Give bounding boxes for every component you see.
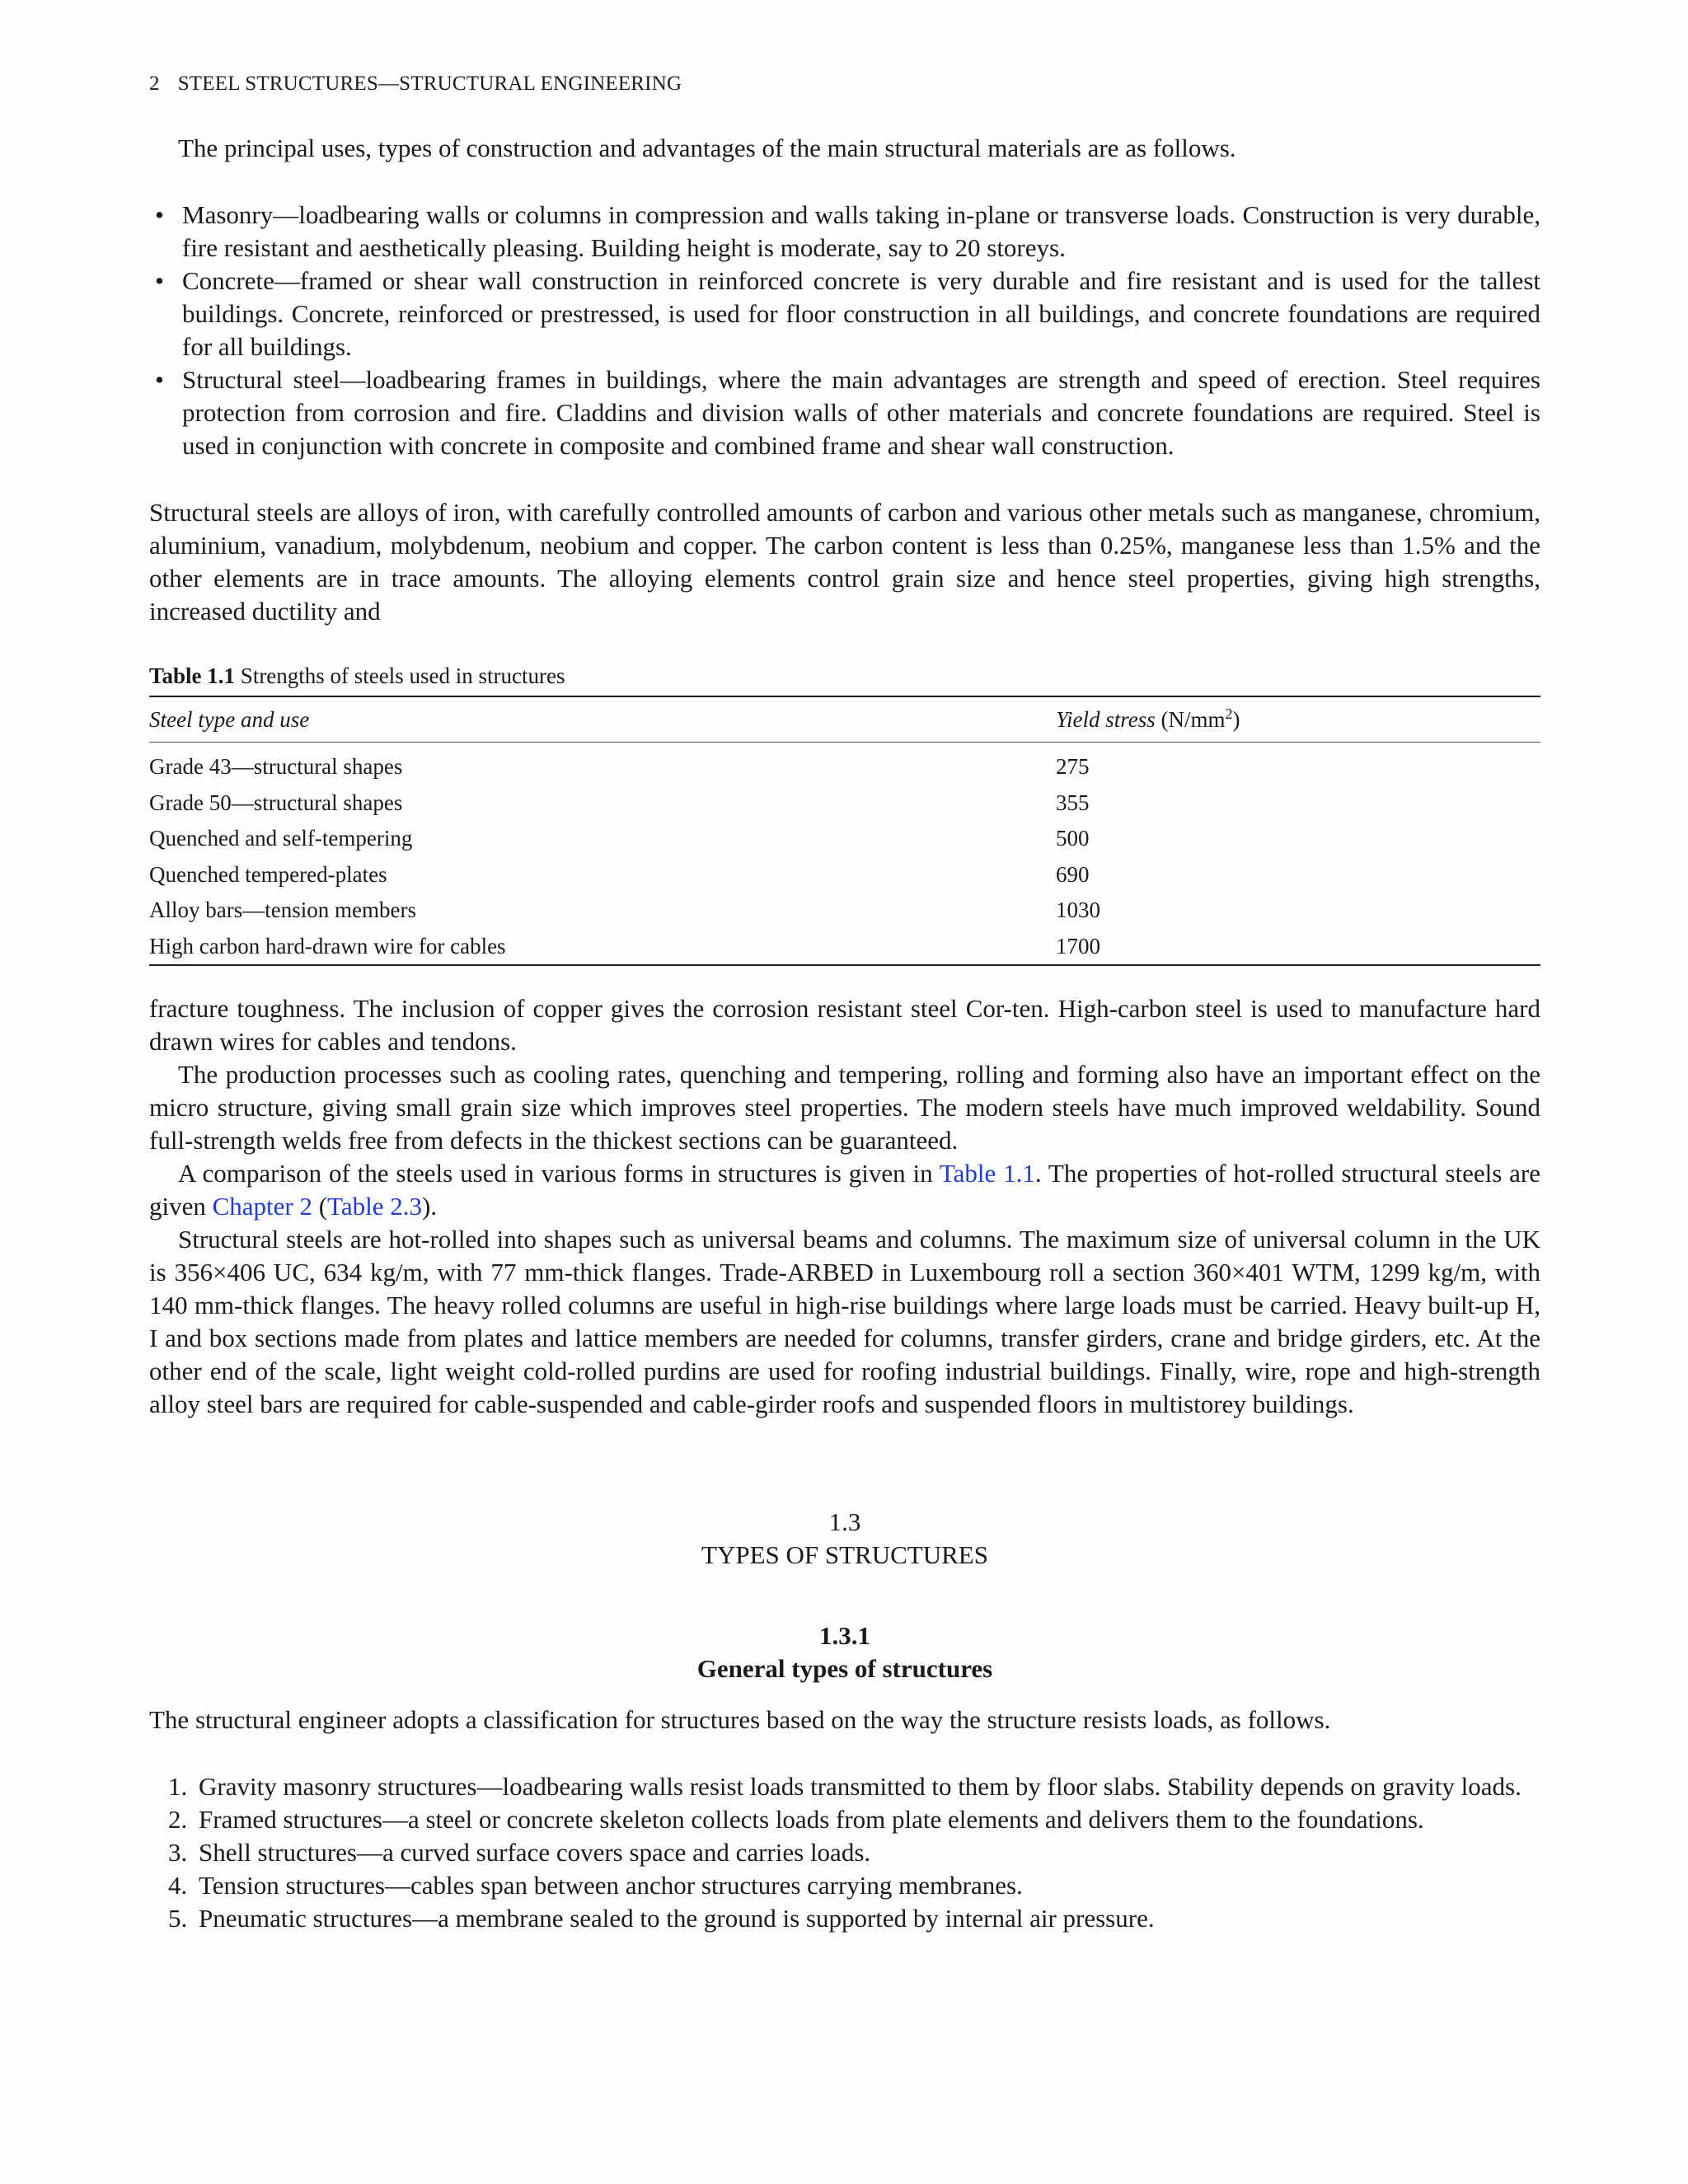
list-item: 5. Pneumatic structures—a membrane sealed to the ground is supported by internal air pressure. — [168, 1904, 1155, 1933]
section-title: TYPES OF STRUCTURES — [701, 1540, 988, 1569]
table-1-1 — [149, 662, 1540, 966]
intro-paragraph: The principal uses, types of construction and advantages of the main structural materials are as follows. — [178, 134, 1236, 162]
list-item: 2. Framed structures—a steel or concrete skeleton collects loads from plate elements and delivers them to the foundations. — [168, 1805, 1424, 1834]
subsection-title: General types of structures — [696, 1654, 993, 1683]
table-row: Quenched and self-tempering 500 — [149, 826, 1090, 851]
table-2-3-link[interactable]: Table 2.3 — [327, 1192, 422, 1221]
table-caption — [149, 662, 1540, 690]
comparison-paragraph: A comparison of the steels used in various forms in structures is given in Table 1.1. The properties of hot-rolled structural steels are given Chapter 2 (Table 2.3). — [149, 1159, 1540, 1221]
table-header-row — [149, 696, 1540, 743]
running-title: STEEL STRUCTURES—STRUCTURAL ENGINEERING — [177, 73, 682, 95]
table-row: Alloy bars—tension members 1030 — [149, 898, 1100, 923]
shapes-paragraph: Structural steels are hot-rolled into shapes such as universal beams and columns. The maximum size of universal column in the UK is 356×406 UC, 634 kg/m, with 77 mm-thick flanges. Trade-ARBED in Luxembourg roll a section 360×401 WTM, 1299 kg/m, with 140 mm-thick flanges. The heavy rolled columns are useful in high-rise buildings where large loads must be carried. Heavy built-up H, I and box sections made from plates and lattice members are needed for columns, transfer girders, crane and bridge girders, etc. At the other end of the scale, light weight cold-rolled purdins are used for roofing industrial buildings. Finally, wire, rope and high-strength alloy steel bars are required for cable-suspended and cable-girder roofs and suspended floors in multistorey buildings. — [149, 1225, 1540, 1418]
section-heading — [149, 1506, 1540, 1572]
materials-list — [149, 199, 1540, 462]
list-item: 3. Shell structures—a curved surface covers space and carries loads. — [168, 1838, 871, 1867]
structure-types-list — [149, 1770, 1540, 1935]
list-item: 4. Tension structures—cables span between anchor structures carrying membranes. — [168, 1871, 1023, 1900]
table-1-1-link[interactable]: Table 1.1 — [939, 1159, 1035, 1188]
production-paragraph: The production processes such as cooling rates, quenching and tempering, rolling and forming also have an important effect on the micro structure, giving small grain size which improves steel properties. The modern steels have much improved weldability. Sound full-strength welds free from defects in the thickest sections can be guaranteed. — [149, 1060, 1540, 1155]
table-row: Grade 50—structural shapes 355 — [149, 790, 1090, 815]
table-row: Grade 43—structural shapes 275 — [149, 754, 1090, 780]
list-item: • Masonry—loadbearing walls or columns in compression and walls taking in-plane or transverse loads. Construction is very durable, fire resistant and aesthetically pleasing. Building height is moderate, say to 20 storeys. — [155, 200, 1540, 262]
alloys-paragraph: Structural steels are alloys of iron, with carefully controlled amounts of carbon and various other metals such as manganese, chromium, aluminium, vanadium, molybdenum, neobium and copper. The carbon content is less than 0.25%, manganese less than 1.5% and the other elements are in trace amounts. The alloying elements control grain size and hence steel properties, giving high strengths, increased ductility and — [149, 498, 1540, 626]
list-item: 1. Gravity masonry structures—loadbearing walls resist loads transmitted to them by floor slabs. Stability depends on gravity loads. — [168, 1772, 1522, 1801]
classification-paragraph: The structural engineer adopts a classification for structures based on the way the structure resists loads, as follows. — [149, 1705, 1331, 1734]
body-continued — [149, 992, 1540, 1421]
bullet-icon: • — [155, 365, 164, 394]
table-label: Table 1.1 — [149, 663, 236, 688]
list-item: • Structural steel—loadbearing frames in buildings, where the main advantages are strength and speed of erection. Steel requires protection from corrosion and fire. Claddins and division walls of other materials and concrete foundations are required. Steel is used in conjunction with concrete in composite and combined frame and shear wall construction. — [155, 365, 1540, 460]
column-header-yield-stress: Yield stress $(N/mm^2)$ — [1056, 696, 1540, 743]
chapter-2-link[interactable]: Chapter 2 — [212, 1192, 313, 1221]
bullet-icon: • — [155, 200, 164, 229]
strengths-table — [149, 696, 1540, 966]
table-row: Quenched tempered-plates 690 — [149, 861, 1090, 887]
page-number: 2 — [149, 73, 160, 95]
subsection-number: 1.3.1 — [819, 1621, 870, 1650]
bullet-icon: • — [155, 266, 164, 295]
table-caption-text: Strengths of steels used in structures — [240, 663, 565, 688]
section-number: 1.3 — [828, 1507, 861, 1536]
subsection-heading — [149, 1619, 1540, 1685]
table-row: High carbon hard-drawn wire for cables 1700 — [149, 929, 1540, 966]
list-item: • Concrete—framed or shear wall construction in reinforced concrete is very durable and fire resistant and is used for the tallest buildings. Concrete, reinforced or prestressed, is used for floor construction in all buildings, and concrete foundations are required for all buildings. — [155, 266, 1540, 361]
column-header-steel-type: Steel type and use — [149, 696, 1056, 743]
fracture-paragraph: fracture toughness. The inclusion of copper gives the corrosion resistant steel Cor-ten. High-carbon steel is used to manufacture hard drawn wires for cables and tendons. — [149, 994, 1540, 1056]
running-header — [149, 73, 682, 96]
